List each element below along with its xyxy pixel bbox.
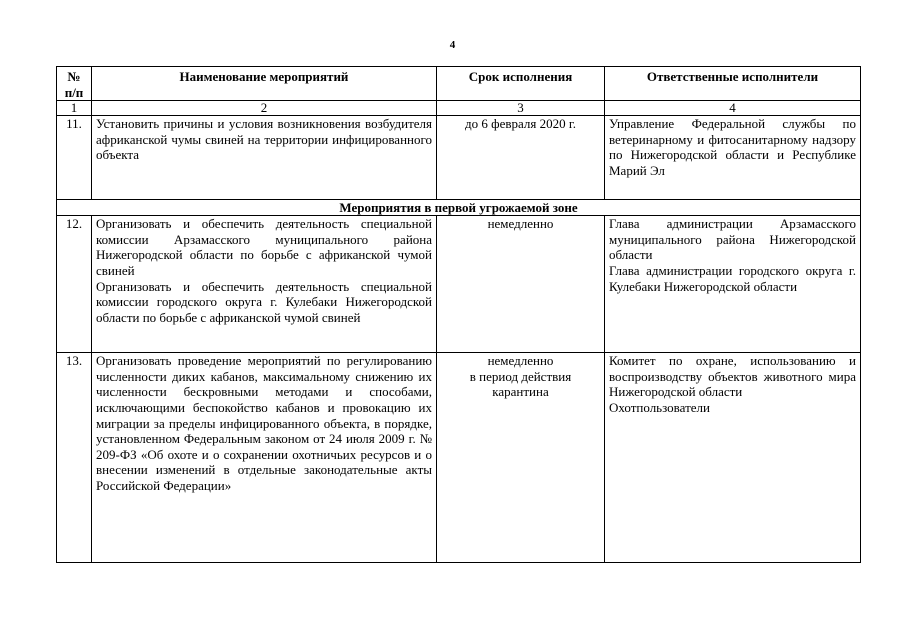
- header-num: № п/п: [57, 67, 92, 101]
- col-number: 3: [437, 101, 605, 116]
- measure-name-part: Организовать и обеспечить деятельность специальной комиссии Арзамасского муниципального района Нижегородской области по борьбе с африканской чумой свиней: [96, 216, 432, 278]
- measure-deadline: [437, 353, 605, 563]
- row-number: 13.: [57, 353, 92, 563]
- measure-name-part: Организовать и обеспечить деятельность специальной комиссии городского округа г. Кулебаки Нижегородской области по борьбе с африканской чумой свиней: [96, 278, 432, 325]
- measure-name: Организовать проведение мероприятий по регулированию численности диких кабанов, максимальному снижению их численности бескровными методами и способами, исключающими беспокойство кабанов и провокацию их миграции за пределы инфицированного объекта, в порядке, установленном Федеральным законом от 24 июля 2009 г. № 209-ФЗ «Об охоте и о сохранении охотничьих ресурсов и о внесении изменений в отдельные законодательные акты Российской Федерации»: [92, 353, 437, 563]
- header-deadline: Срок исполнения: [437, 67, 605, 101]
- col-number: 4: [605, 101, 861, 116]
- header-responsible: Ответственные исполнители: [605, 67, 861, 101]
- col-number: 1: [57, 101, 92, 116]
- deadline-line: в период действия карантина: [469, 368, 572, 400]
- measure-name: [92, 216, 437, 353]
- section-title: Мероприятия в первой угрожаемой зоне: [57, 200, 861, 216]
- responsible-part: Комитет по охране, использованию и воспроизводству объектов животного мира Нижегородской области: [609, 353, 856, 400]
- measures-table: [56, 66, 861, 563]
- page-number: 4: [449, 39, 456, 51]
- column-number-row: [57, 101, 861, 116]
- responsible-part: Охотпользователи: [609, 399, 710, 415]
- row-number: 11.: [57, 116, 92, 200]
- table-row: [57, 216, 861, 353]
- measure-name: Установить причины и условия возникновения возбудителя африканской чумы свиней на территории инфицированного объекта: [92, 116, 437, 200]
- row-number: 12.: [57, 216, 92, 353]
- table-row: [57, 353, 861, 563]
- measure-responsible: [605, 353, 861, 563]
- measure-responsible: [605, 216, 861, 353]
- table-row: [57, 116, 861, 200]
- deadline-line: немедленно: [487, 353, 554, 369]
- header-row: [57, 67, 861, 101]
- measure-responsible: Управление Федеральной службы по ветеринарному и фитосанитарному надзору по Нижегородской области и Республике Марий Эл: [605, 116, 861, 200]
- measure-deadline: немедленно: [437, 216, 605, 353]
- header-name: Наименование мероприятий: [92, 67, 437, 101]
- section-row: [57, 200, 861, 216]
- col-number: 2: [92, 101, 437, 116]
- responsible-part: Глава администрации Арзамасского муниципального района Нижегородской области: [609, 216, 856, 263]
- measure-deadline: до 6 февраля 2020 г.: [437, 116, 605, 200]
- responsible-part: Глава администрации городского округа г. Кулебаки Нижегородской области: [609, 262, 856, 294]
